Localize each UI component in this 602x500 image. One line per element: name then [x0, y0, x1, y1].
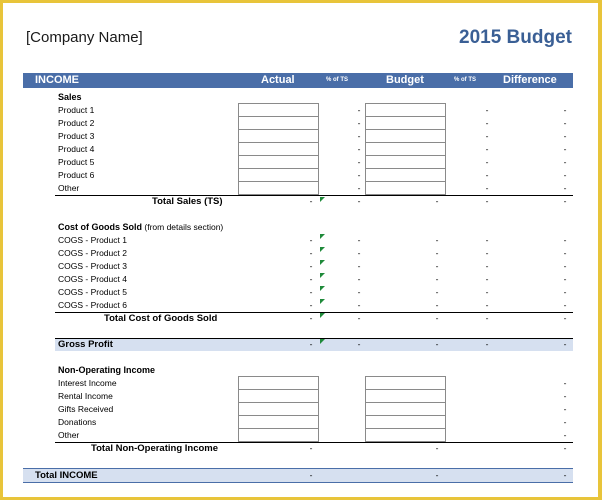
value-dash: - [563, 274, 567, 284]
value-dash: - [357, 157, 361, 167]
value-dash: - [563, 248, 567, 258]
cogs-heading-row [58, 222, 223, 233]
value-dash: - [485, 300, 489, 310]
list-item: Product 3 [58, 131, 95, 141]
value-dash: - [485, 313, 489, 323]
value-dash: - [309, 248, 313, 258]
value-dash: - [563, 157, 567, 167]
list-item: COGS - Product 2 [58, 248, 127, 258]
nonop-heading: Non-Operating Income [58, 365, 156, 375]
list-item: Other [58, 183, 80, 193]
value-dash: - [357, 274, 361, 284]
value-dash: - [309, 300, 313, 310]
value-dash: - [357, 300, 361, 310]
cell-comment-flag-icon [320, 299, 325, 304]
cell-comment-flag-icon [320, 197, 325, 202]
value-dash: - [563, 391, 567, 401]
income-header-bar [23, 73, 573, 88]
pct-ts-column-header-2: % of TS [454, 77, 476, 83]
value-dash: - [357, 287, 361, 297]
list-item: COGS - Product 6 [58, 300, 127, 310]
value-dash: - [435, 287, 439, 297]
value-dash: - [563, 144, 567, 154]
value-dash: - [357, 105, 361, 115]
cell-comment-flag-icon [320, 260, 325, 265]
value-dash: - [563, 196, 567, 206]
value-dash: - [435, 300, 439, 310]
sales-actual-inputs[interactable] [238, 103, 319, 195]
value-dash: - [485, 131, 489, 141]
value-dash: - [357, 170, 361, 180]
value-dash: - [563, 443, 567, 453]
total-nonop-label: Total Non-Operating Income [91, 443, 219, 454]
nonop-budget-inputs[interactable] [365, 376, 446, 442]
value-dash: - [357, 131, 361, 141]
total-income-top-border [23, 468, 573, 469]
cell-comment-flag-icon [320, 234, 325, 239]
cell-comment-flag-icon [320, 313, 325, 318]
value-dash: - [563, 470, 567, 480]
value-dash: - [485, 274, 489, 284]
value-dash: - [357, 261, 361, 271]
nonop-actual-inputs[interactable] [238, 376, 319, 442]
list-item: Product 1 [58, 105, 95, 115]
value-dash: - [309, 274, 313, 284]
total-income-bottom-border [23, 482, 573, 483]
value-dash: - [309, 287, 313, 297]
value-dash: - [357, 196, 361, 206]
value-dash: - [357, 339, 361, 349]
value-dash: - [485, 183, 489, 193]
actual-column-header: Actual [261, 74, 295, 86]
total-income-label: Total INCOME [35, 470, 98, 481]
company-name[interactable]: [Company Name] [26, 29, 143, 46]
value-dash: - [485, 105, 489, 115]
list-item: Product 4 [58, 144, 95, 154]
value-dash: - [435, 313, 439, 323]
list-item: COGS - Product 3 [58, 261, 127, 271]
cell-comment-flag-icon [320, 339, 325, 344]
list-item: Donations [58, 417, 97, 427]
value-dash: - [309, 313, 313, 323]
value-dash: - [309, 196, 313, 206]
list-item: Product 6 [58, 170, 95, 180]
cell-comment-flag-icon [320, 247, 325, 252]
pct-ts-column-header: % of TS [326, 77, 348, 83]
value-dash: - [309, 235, 313, 245]
value-dash: - [563, 404, 567, 414]
value-dash: - [485, 261, 489, 271]
value-dash: - [435, 196, 439, 206]
list-item: Rental Income [58, 391, 113, 401]
cogs-heading: Cost of Goods Sold [58, 222, 142, 232]
budget-column-header: Budget [386, 74, 424, 86]
value-dash: - [563, 430, 567, 440]
sales-heading: Sales [58, 92, 82, 102]
value-dash: - [309, 261, 313, 271]
value-dash: - [357, 118, 361, 128]
value-dash: - [435, 248, 439, 258]
value-dash: - [563, 118, 567, 128]
list-item: COGS - Product 5 [58, 287, 127, 297]
list-item: Product 2 [58, 118, 95, 128]
value-dash: - [485, 287, 489, 297]
income-column-header: INCOME [35, 74, 79, 86]
value-dash: - [435, 339, 439, 349]
value-dash: - [563, 261, 567, 271]
cogs-note: (from details section) [144, 222, 224, 232]
value-dash: - [563, 313, 567, 323]
value-dash: - [435, 443, 439, 453]
value-dash: - [563, 378, 567, 388]
total-cogs-label: Total Cost of Goods Sold [104, 313, 218, 324]
value-dash: - [563, 170, 567, 180]
value-dash: - [357, 313, 361, 323]
value-dash: - [563, 183, 567, 193]
gross-profit-label: Gross Profit [58, 339, 113, 350]
value-dash: - [485, 248, 489, 258]
cell-comment-flag-icon [320, 273, 325, 278]
difference-column-header: Difference [503, 74, 557, 86]
value-dash: - [485, 235, 489, 245]
value-dash: - [563, 235, 567, 245]
list-item: Interest Income [58, 378, 117, 388]
value-dash: - [563, 339, 567, 349]
value-dash: - [357, 235, 361, 245]
list-item: COGS - Product 1 [58, 235, 127, 245]
list-item: Product 5 [58, 157, 95, 167]
budget-title: 2015 Budget [459, 27, 572, 48]
sales-budget-inputs[interactable] [365, 103, 446, 195]
value-dash: - [563, 287, 567, 297]
total-income-band [23, 468, 573, 482]
value-dash: - [485, 196, 489, 206]
value-dash: - [357, 248, 361, 258]
value-dash: - [563, 300, 567, 310]
value-dash: - [563, 417, 567, 427]
value-dash: - [485, 144, 489, 154]
value-dash: - [563, 105, 567, 115]
value-dash: - [435, 235, 439, 245]
value-dash: - [485, 339, 489, 349]
list-item: Gifts Received [58, 404, 114, 414]
list-item: COGS - Product 4 [58, 274, 127, 284]
value-dash: - [309, 443, 313, 453]
value-dash: - [435, 470, 439, 480]
total-sales-label: Total Sales (TS) [152, 196, 223, 207]
list-item: Other [58, 430, 80, 440]
value-dash: - [435, 274, 439, 284]
value-dash: - [435, 261, 439, 271]
value-dash: - [485, 170, 489, 180]
value-dash: - [357, 144, 361, 154]
value-dash: - [485, 157, 489, 167]
value-dash: - [309, 339, 313, 349]
value-dash: - [563, 131, 567, 141]
value-dash: - [309, 470, 313, 480]
cell-comment-flag-icon [320, 286, 325, 291]
value-dash: - [485, 118, 489, 128]
value-dash: - [357, 183, 361, 193]
